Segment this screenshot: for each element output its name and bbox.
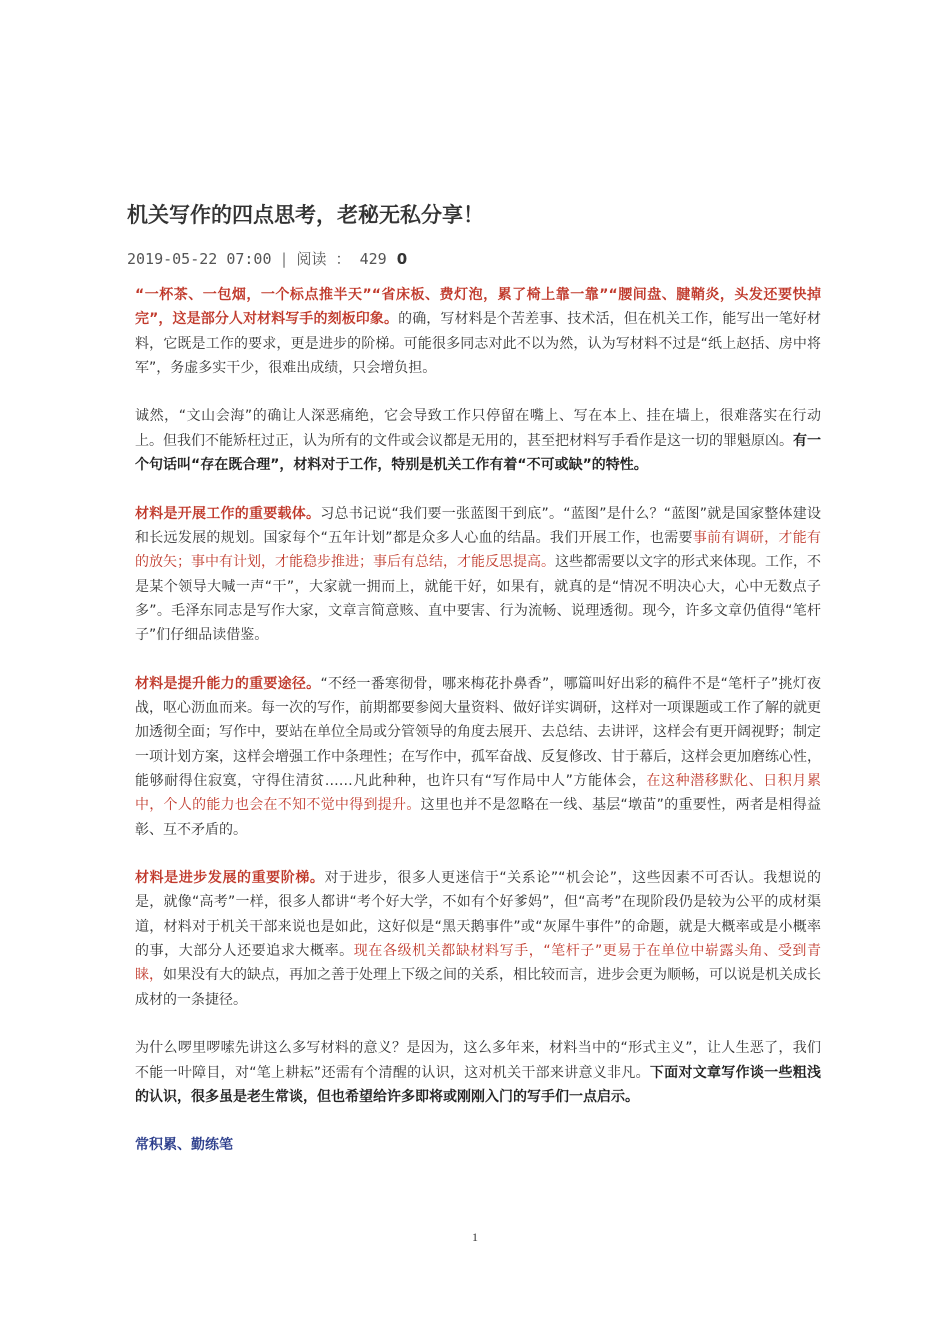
read-count: 429 bbox=[359, 250, 387, 268]
text-run: 现在各级机关都缺材料写手，“笔杆子”更易于在单位中崭露头角、受到青睐， bbox=[135, 943, 821, 984]
text-run: 事前有调研，才能有的放矢；事中有计划，才能稳步推进；事后有总结，才能反思提高。 bbox=[135, 529, 821, 571]
text-run: 这里也并不是忽略在一线、基层“墩苗”的重要性，两者是相得益彰、互不矛盾的。 bbox=[135, 797, 821, 838]
text-run: 诚然，“文山会海”的确让人深恶痛绝，它会导致工作只停留在嘴上、写在本上、挂在墙上，很难落实在行动上。但我们不能矫枉过正，认为所有的文件或会议都是无用的，甚至把材料写手看作是这一切的罪魁原凶。 bbox=[135, 408, 821, 449]
text-run: 材料是提升能力的重要途径。 bbox=[135, 675, 321, 692]
text-run: “不经一番寒彻骨，哪来梅花扑鼻香”，哪篇叫好出彩的稿件不是“笔杆子”挑灯夜战，呕心沥血而来。每一次的写作，前期都要参阅大量资料、做好详实调研，这样对一项课题或工作了解的就更加透彻全面；写作中，要站在单位全局或分管领导的角度去展开、去总结、去讲评，这样会有更开阔视野；制定一项计划方案，这样会增强工作中条理性；在写作中，孤军奋战、反复修改、甘于幕后，这样会更加磨练心性，能够耐得住寂寞，守得住清贫……凡此种种，也许只有“写作局中人”方能体会， bbox=[135, 675, 822, 789]
article-meta bbox=[127, 248, 407, 270]
paragraph bbox=[135, 502, 821, 648]
text-run: 下面对文章写作谈一些粗浅的认识，很多虽是老生常谈，但也希望给许多即将或刚刚入门的写手们一点启示。 bbox=[135, 1064, 821, 1105]
page-number: 1 bbox=[472, 1230, 478, 1244]
read-label: 阅读 ： bbox=[296, 250, 351, 268]
text-run: 材料是开展工作的重要载体。 bbox=[135, 505, 321, 522]
paragraph bbox=[135, 1036, 821, 1109]
paragraph bbox=[135, 672, 821, 842]
text-run: 的确，写材料是个苦差事、技术活，但在机关工作，能写出一笔好材料，它既是工作的要求，更是进步的阶梯。可能很多同志对此不以为然，认为写材料不过是“纸上赵括、房中将军”，务虚多实干少，很难出成绩，只会增负担。 bbox=[135, 311, 822, 376]
text-run: 对于进步，很多人更迷信于“关系论”“机会论”，这些因素不可否认。我想说的是，就像“高考”一样，很多人都讲“考个好大学，不如有个好爹妈”，但“高考”在现阶段仍是较为公平的成材渠道，材料对于机关干部来说也是如此，这好似是“黑天鹅事件”或“灰犀牛事件”的命题，就是大概率或是小概率的事，大部分人还要追求大概率。 bbox=[135, 870, 821, 960]
paragraph bbox=[135, 1133, 821, 1157]
paragraph bbox=[135, 283, 821, 380]
article-body bbox=[135, 283, 821, 1182]
text-run: 为什么啰里啰嗦先讲这么多写材料的意义？是因为，这么多年来，材料当中的“形式主义”，让人生恶了，我们不能一叶障目，对“笔上耕耘”还需有个清醒的认识，这对机关干部来讲意义非凡。 bbox=[135, 1040, 821, 1081]
comment-count: 0 bbox=[396, 250, 408, 268]
text-run: 习总书记说“我们要一张蓝图干到底”。“蓝图”是什么？“蓝图”就是国家整体建设和长远发展的规划。国家每个“五年计划”都是众多人心血的结晶。我们开展工作，也需要 bbox=[135, 505, 822, 546]
text-run: 材料是进步发展的重要阶梯。 bbox=[135, 870, 325, 887]
article-title: 机关写作的四点思考，老秘无私分享！ bbox=[127, 202, 484, 227]
text-run: 如果没有大的缺点，再加之善于处理上下级之间的关系，相比较而言，进步会更为顺畅，可以说是机关成长成材的一条捷径。 bbox=[135, 967, 821, 1008]
text-run: 有一个句话叫“存在既合理”，材料对于工作，特别是机关工作有着“不可或缺”的特性。 bbox=[135, 432, 821, 474]
text-run: “一杯茶、一包烟，一个标点推半天”“省床板、费灯泡，累了椅上靠一靠”“腰间盘、腱鞘炎，头发还要快掉完”，这是部分人对材料写手的刻板印象。 bbox=[135, 287, 821, 328]
paragraph bbox=[135, 866, 821, 1012]
text-run: 这些都需要以文字的形式来体现。工作，不是某个领导大喊一声“干”，大家就一拥而上，就能干好，如果有，就真的是“情况不明决心大，心中无数点子多”。毛泽东同志是写作大家，文章言简意赅、直中要害、行为流畅、说理透彻。现今，许多文章仍值得“笔杆子”们仔细品读借鉴。 bbox=[135, 554, 821, 644]
paragraph bbox=[135, 404, 821, 477]
text-run: 在这种潜移默化、日积月累中，个人的能力也会在不知不觉中得到提升。 bbox=[135, 772, 821, 814]
meta-separator: | bbox=[279, 250, 289, 268]
publish-date: 2019-05-22 07:00 bbox=[127, 250, 272, 268]
section-heading: 常积累、勤练笔 bbox=[135, 1137, 233, 1154]
